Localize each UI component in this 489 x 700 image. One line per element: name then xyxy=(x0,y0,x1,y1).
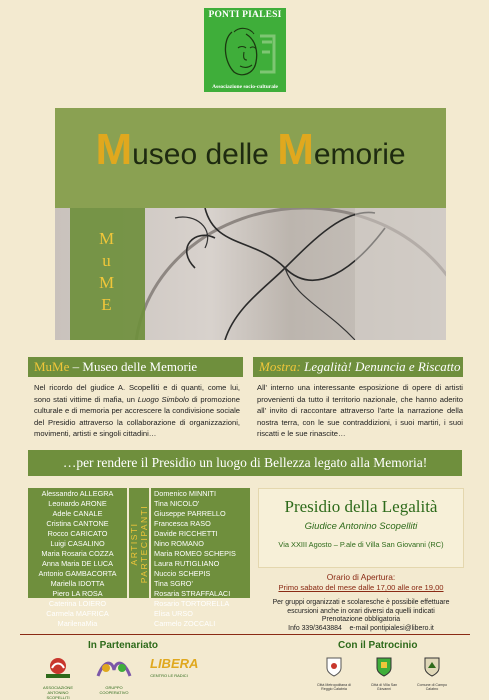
text-span: Nel ricordo del giudice A. Scopelliti e di quanti, come lui, sono stati vittime di mafia, un xyxy=(34,383,240,404)
libera-logo-sub: CENTRO LE RADICI xyxy=(150,673,188,678)
scopelliti-association-logo xyxy=(40,656,76,700)
artist-name: Luigi CASALINO xyxy=(50,539,105,548)
artist-name: Laura RUTIGLIANO xyxy=(154,559,220,568)
mume-letter: E xyxy=(101,295,114,314)
coop-logo-text: GRUPPO COOPERATIVO xyxy=(99,685,129,695)
artist-name: Francesca RASO xyxy=(154,519,211,528)
artist-name: Carmelo ZOCCALI xyxy=(154,619,216,628)
villa-crest-icon xyxy=(375,656,393,678)
hero-title xyxy=(55,125,446,175)
logo-subtitle: Associazione socio-culturale xyxy=(212,84,278,90)
coop-logo-icon xyxy=(94,656,134,680)
artist-name: Adele CANALE xyxy=(52,509,103,518)
campo-calabro-logo xyxy=(412,656,452,692)
mume-description xyxy=(34,382,240,440)
orario-block xyxy=(258,572,464,632)
artists-right-list xyxy=(154,489,250,629)
association-logo xyxy=(204,8,286,92)
mume-letter: M xyxy=(98,273,117,292)
artist-name: Elisa URSO xyxy=(154,609,193,618)
artist-name: Maria Rosaria COZZA xyxy=(41,549,114,558)
artist-name: Rosario TORTORELLA xyxy=(154,599,230,608)
artisti-label-panel xyxy=(129,488,149,598)
artist-name: Nino ROMANO xyxy=(154,539,204,548)
artist-name: Leonardo ARONE xyxy=(48,499,107,508)
footer-divider xyxy=(20,634,470,635)
citta-metropolitana-logo xyxy=(312,656,356,692)
libera-logo-text: LIBERA xyxy=(150,656,199,671)
villa-san-giovanni-logo xyxy=(364,656,404,692)
mume-acronym xyxy=(70,228,145,316)
artists-left-list xyxy=(28,489,127,629)
artist-name: Tina NICOLO' xyxy=(154,499,200,508)
face-sketch-icon xyxy=(210,22,280,82)
presidio-box xyxy=(258,488,464,568)
libera-logo xyxy=(150,656,199,678)
artist-name: Antonio GAMBACORTA xyxy=(38,569,117,578)
mume-letter: M xyxy=(98,229,117,248)
mume-letter: u xyxy=(102,251,113,270)
section-header-accent: MuMe xyxy=(34,359,70,374)
presidio-subtitle: Giudice Antonino Scopelliti xyxy=(304,521,418,532)
artist-name: Rocco CARICATO xyxy=(47,529,108,538)
artist-name: Alessandro ALLEGRA xyxy=(41,489,114,498)
artist-name: Anna Maria DE LUCA xyxy=(42,559,113,568)
metropolitana-text: Città Metropolitana di Reggio Calabria xyxy=(317,683,351,692)
mume-section-header xyxy=(28,357,243,377)
scopelliti-logo-text: ASSOCIAZIONE ANTONINO SCOPELLITI xyxy=(42,685,73,700)
title-initial: M xyxy=(95,125,133,174)
orario-gruppi: Per gruppi organizzati e scolaresche è possibile effettuare escursioni anche in orari diversi da quelli indicati xyxy=(272,599,450,615)
title-part: useo delle xyxy=(132,138,278,171)
patrocinio-heading: Con il Patrocinio xyxy=(338,640,418,651)
artist-name: Tina SGRO' xyxy=(154,579,193,588)
text-italic: Luogo Simbolo xyxy=(137,394,189,404)
villa-text: Città di Villa San Giovanni xyxy=(370,683,398,692)
artist-name: Nuccio SCHEPIS xyxy=(154,569,211,578)
title-part: emorie xyxy=(313,138,406,171)
section-header-text: – Museo delle Memorie xyxy=(69,359,198,374)
mostra-description: All' interno una interessante esposizione di opere di artisti provenienti da tutto il territorio nazionale, che hanno aderito all' invito di raccontare attraverso l'arte la narrazione della nostra terra, con le sue contraddizioni, i suoi martiri, i suoi riscatti e le sue rinascite… xyxy=(257,383,463,438)
artist-name: Carmela MAFRICA xyxy=(46,609,109,618)
presidio-address: Via XXIII Agosto – P.ale di Villa San Giovanni (RC) xyxy=(278,540,444,549)
artist-name: Davide RICCHETTI xyxy=(154,529,218,538)
artist-name: Maria ROMEO SCHEPIS xyxy=(154,549,236,558)
section-header-text: Legalità! Denuncia e Riscatto xyxy=(300,359,461,374)
orario-prenotazione: Prenotazione obbligatoria xyxy=(321,616,401,623)
orario-title: Orario di Apertura: xyxy=(326,572,396,582)
campo-crest-icon xyxy=(423,656,441,678)
title-initial: M xyxy=(277,125,314,174)
gruppo-cooperativo-logo xyxy=(92,656,136,695)
artist-name: MarilenaMia xyxy=(57,619,98,628)
artist-name: Domenico MINNITI xyxy=(154,489,217,498)
slogan-banner: …per rendere il Presidio un luogo di Bellezza legato alla Memoria! xyxy=(28,450,462,476)
artist-name: Mariella IDOTTA xyxy=(50,579,105,588)
presidio-title: Presidio della Legalità xyxy=(284,497,438,516)
artist-name: Rosaria STRAFFALACI xyxy=(154,589,231,598)
partenariato-heading: In Partenariato xyxy=(88,640,159,651)
logo-name: PONTI PIALESI xyxy=(208,10,282,20)
section-header-accent: Mostra: xyxy=(259,359,301,374)
text-span: di promozione culturale e di memoria per accrescere la condivisione sociale del Presidio attraverso la collaborazione di organizzazioni, movimenti, artisti e singoli cittadini… xyxy=(34,394,240,438)
artist-name: Giuseppe PARRELLO xyxy=(154,509,226,518)
campo-text: Comune di Campo Calabro xyxy=(417,683,447,692)
mostra-section-header xyxy=(253,357,463,377)
city-crest-icon xyxy=(325,656,343,678)
orario-line: Primo sabato del mese dalle 17,00 alle ore 19,00 xyxy=(278,583,444,592)
artist-name: Cristina CANTONE xyxy=(46,519,109,528)
artisti-label: ARTISTI PARTECIPANTI xyxy=(129,504,149,584)
artist-name: Piero LA ROSA xyxy=(52,589,103,598)
artist-name: Caterina LOIERO xyxy=(48,599,107,608)
orario-contatti: Info 339/3643884 e-mail pontipialesi@libero.it xyxy=(288,625,434,632)
scopelliti-logo-icon xyxy=(43,656,73,680)
